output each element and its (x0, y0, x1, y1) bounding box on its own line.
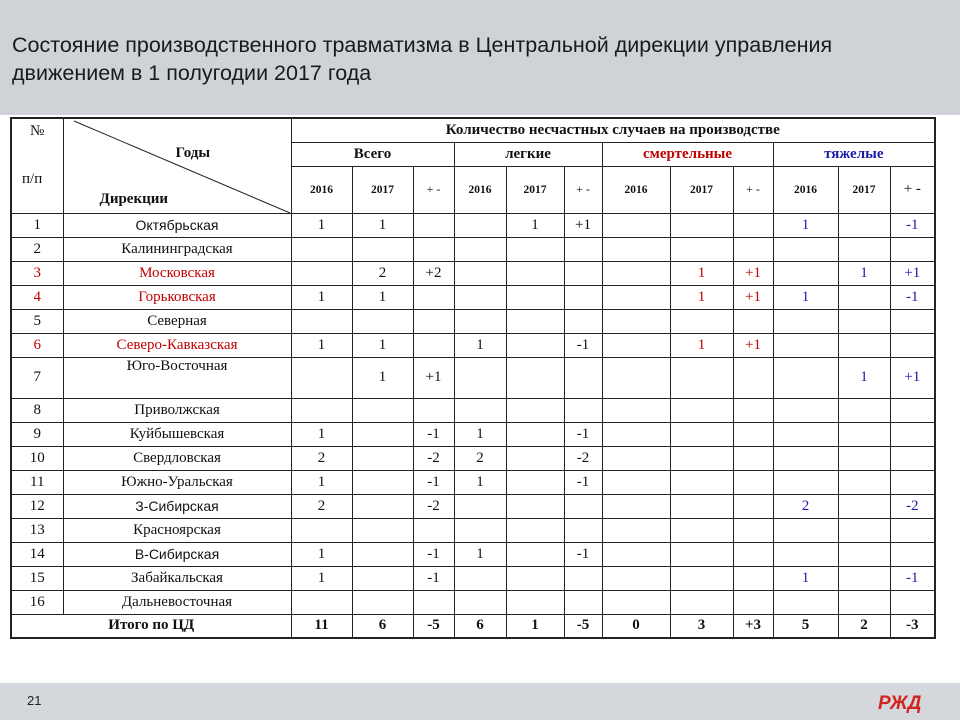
value-cell (733, 494, 773, 518)
total-value: 5 (773, 614, 838, 638)
value-cell: -2 (413, 494, 454, 518)
value-cell (506, 333, 564, 357)
value-cell: 1 (291, 470, 352, 494)
value-cell: +1 (413, 357, 454, 398)
value-cell (890, 446, 935, 470)
value-cell (890, 309, 935, 333)
row-number: 1 (11, 213, 63, 237)
direction-name: Юго-Восточная (63, 357, 291, 398)
page-number: 21 (27, 693, 42, 708)
total-row (11, 614, 935, 638)
value-cell (413, 237, 454, 261)
value-cell (454, 357, 506, 398)
value-cell (602, 590, 670, 614)
value-cell (733, 357, 773, 398)
value-cell (838, 309, 890, 333)
value-cell (602, 446, 670, 470)
value-cell (890, 590, 935, 614)
value-cell (413, 285, 454, 309)
group-severe: тяжелые (773, 142, 935, 166)
value-cell (773, 333, 838, 357)
total-value: -3 (890, 614, 935, 638)
value-cell: +1 (733, 261, 773, 285)
value-cell (733, 518, 773, 542)
value-cell (890, 333, 935, 357)
value-cell (413, 333, 454, 357)
num-sub-label: п/п (22, 171, 43, 187)
total-label: Итого по ЦД (11, 614, 291, 638)
value-cell: 2 (773, 494, 838, 518)
row-number: 16 (11, 590, 63, 614)
value-cell: 1 (670, 333, 733, 357)
value-cell (773, 542, 838, 566)
row-number: 4 (11, 285, 63, 309)
value-cell (773, 398, 838, 422)
direction-name: Горьковская (63, 285, 291, 309)
value-cell (454, 566, 506, 590)
value-cell (602, 542, 670, 566)
value-cell (454, 590, 506, 614)
corner-cell (63, 118, 291, 213)
value-cell (413, 518, 454, 542)
value-cell (670, 398, 733, 422)
value-cell (506, 590, 564, 614)
value-cell (670, 446, 733, 470)
value-cell (670, 213, 733, 237)
value-cell (773, 518, 838, 542)
value-cell: 1 (291, 213, 352, 237)
row-number: 7 (11, 357, 63, 398)
value-cell: +1 (890, 261, 935, 285)
value-cell: -1 (564, 333, 602, 357)
value-cell (291, 590, 352, 614)
logo-text: РЖД (878, 693, 922, 714)
value-cell (413, 398, 454, 422)
value-cell: -1 (890, 213, 935, 237)
value-cell (352, 398, 413, 422)
value-cell (506, 542, 564, 566)
sub-fatal-2016: 2016 (602, 166, 670, 213)
value-cell (773, 590, 838, 614)
total-value: 2 (838, 614, 890, 638)
direction-name: Северо-Кавказская (63, 333, 291, 357)
row-number: 14 (11, 542, 63, 566)
row-number: 13 (11, 518, 63, 542)
value-cell (602, 285, 670, 309)
value-cell (564, 261, 602, 285)
value-cell (506, 237, 564, 261)
value-cell: 1 (291, 422, 352, 446)
value-cell (506, 518, 564, 542)
value-cell: -2 (413, 446, 454, 470)
value-cell: 1 (352, 285, 413, 309)
sub-fatal-2017: 2017 (670, 166, 733, 213)
table-row (11, 357, 935, 398)
value-cell (602, 333, 670, 357)
value-cell: 1 (291, 333, 352, 357)
value-cell (602, 309, 670, 333)
sub-light-diff: + - (564, 166, 602, 213)
value-cell: 1 (838, 357, 890, 398)
rzd-logo (876, 687, 932, 717)
value-cell (506, 566, 564, 590)
value-cell (506, 398, 564, 422)
value-cell (454, 261, 506, 285)
value-cell: -1 (413, 470, 454, 494)
value-cell (602, 518, 670, 542)
direction-name: Южно-Уральская (63, 470, 291, 494)
sub-light-2017: 2017 (506, 166, 564, 213)
value-cell (291, 309, 352, 333)
value-cell: 1 (454, 470, 506, 494)
value-cell: +1 (890, 357, 935, 398)
sub-severe-2017: 2017 (838, 166, 890, 213)
direction-name: Забайкальская (63, 566, 291, 590)
sub-total-2017: 2017 (352, 166, 413, 213)
footer-band (0, 683, 960, 720)
direction-name: Калининградская (63, 237, 291, 261)
value-cell: 1 (773, 285, 838, 309)
value-cell (413, 213, 454, 237)
value-cell: 1 (454, 333, 506, 357)
value-cell (291, 357, 352, 398)
value-cell (413, 590, 454, 614)
value-cell (564, 518, 602, 542)
group-light: легкие (454, 142, 602, 166)
direction-name: Приволжская (63, 398, 291, 422)
table-row (11, 494, 935, 518)
value-cell (454, 213, 506, 237)
num-header-cell (11, 118, 63, 213)
value-cell (291, 261, 352, 285)
row-number: 9 (11, 422, 63, 446)
value-cell (773, 422, 838, 446)
total-value: 1 (506, 614, 564, 638)
value-cell (602, 261, 670, 285)
table-row (11, 566, 935, 590)
value-cell (838, 590, 890, 614)
value-cell (773, 446, 838, 470)
value-cell (506, 446, 564, 470)
total-value: -5 (413, 614, 454, 638)
value-cell (838, 422, 890, 446)
value-cell (352, 470, 413, 494)
value-cell (733, 309, 773, 333)
total-value: 0 (602, 614, 670, 638)
direction-name: Московская (63, 261, 291, 285)
table-row (11, 333, 935, 357)
value-cell (454, 309, 506, 333)
table-row (11, 285, 935, 309)
num-label: № (30, 123, 45, 139)
value-cell: 1 (454, 542, 506, 566)
value-cell (838, 333, 890, 357)
value-cell (838, 213, 890, 237)
main-header: Количество несчастных случаев на производстве (291, 118, 935, 142)
value-cell: -1 (413, 566, 454, 590)
total-value: 11 (291, 614, 352, 638)
value-cell (506, 422, 564, 446)
value-cell: -1 (890, 285, 935, 309)
injury-table (10, 117, 936, 639)
value-cell: 1 (352, 213, 413, 237)
sub-total-diff: + - (413, 166, 454, 213)
value-cell (838, 285, 890, 309)
value-cell: -2 (890, 494, 935, 518)
sub-severe-diff: + - (890, 166, 935, 213)
value-cell: -1 (413, 542, 454, 566)
total-value: 3 (670, 614, 733, 638)
value-cell: -1 (564, 542, 602, 566)
value-cell: 1 (291, 542, 352, 566)
value-cell: +1 (564, 213, 602, 237)
value-cell: 1 (454, 422, 506, 446)
value-cell (291, 398, 352, 422)
value-cell (838, 518, 890, 542)
group-total: Всего (291, 142, 454, 166)
value-cell (733, 213, 773, 237)
total-value: 6 (454, 614, 506, 638)
value-cell (564, 494, 602, 518)
value-cell (564, 398, 602, 422)
value-cell (291, 518, 352, 542)
value-cell (506, 285, 564, 309)
table-row (11, 237, 935, 261)
direction-name: Северная (63, 309, 291, 333)
value-cell (670, 470, 733, 494)
value-cell (506, 261, 564, 285)
value-cell (506, 470, 564, 494)
direction-name: З-Сибирская (63, 494, 291, 518)
row-number: 15 (11, 566, 63, 590)
value-cell (773, 470, 838, 494)
value-cell (564, 590, 602, 614)
value-cell (602, 494, 670, 518)
value-cell (773, 357, 838, 398)
value-cell (564, 285, 602, 309)
value-cell (352, 590, 413, 614)
slide-title: Состояние производственного травматизма в Центральной дирекции управления движением в 1 полугодии 2017 года (12, 33, 833, 85)
value-cell: 2 (454, 446, 506, 470)
value-cell (773, 261, 838, 285)
row-number: 12 (11, 494, 63, 518)
years-label: Годы (175, 145, 211, 161)
direction-name: Октябрьская (63, 213, 291, 237)
direction-name: Куйбышевская (63, 422, 291, 446)
table-row (11, 542, 935, 566)
value-cell (733, 237, 773, 261)
sub-fatal-diff: + - (733, 166, 773, 213)
value-cell (352, 518, 413, 542)
header-band (0, 0, 960, 115)
value-cell (838, 470, 890, 494)
value-cell (352, 446, 413, 470)
value-cell (291, 237, 352, 261)
value-cell (602, 566, 670, 590)
value-cell (602, 422, 670, 446)
row-number: 6 (11, 333, 63, 357)
row-number: 10 (11, 446, 63, 470)
value-cell (602, 398, 670, 422)
value-cell: 2 (291, 494, 352, 518)
value-cell (670, 494, 733, 518)
value-cell (733, 422, 773, 446)
diagonal-line (64, 119, 292, 213)
value-cell: +1 (733, 285, 773, 309)
table-row (11, 398, 935, 422)
value-cell: 1 (670, 285, 733, 309)
value-cell (670, 566, 733, 590)
value-cell (733, 398, 773, 422)
table-row (11, 213, 935, 237)
value-cell (733, 542, 773, 566)
table-row (11, 470, 935, 494)
table-row (11, 590, 935, 614)
value-cell (890, 470, 935, 494)
value-cell: 1 (506, 213, 564, 237)
value-cell (670, 518, 733, 542)
value-cell (602, 237, 670, 261)
row-number: 8 (11, 398, 63, 422)
value-cell: 1 (773, 213, 838, 237)
row-number: 5 (11, 309, 63, 333)
table-row (11, 446, 935, 470)
value-cell: -1 (890, 566, 935, 590)
direction-name: Свердловская (63, 446, 291, 470)
value-cell (454, 494, 506, 518)
value-cell (670, 422, 733, 446)
value-cell (733, 566, 773, 590)
value-cell (602, 213, 670, 237)
value-cell (838, 542, 890, 566)
group-fatal: смертельные (602, 142, 773, 166)
value-cell (890, 398, 935, 422)
value-cell (670, 309, 733, 333)
value-cell (352, 237, 413, 261)
value-cell (506, 309, 564, 333)
table-row (11, 309, 935, 333)
value-cell (602, 357, 670, 398)
value-cell (602, 470, 670, 494)
value-cell: 1 (773, 566, 838, 590)
value-cell (564, 357, 602, 398)
value-cell (838, 494, 890, 518)
value-cell (352, 566, 413, 590)
value-cell (838, 237, 890, 261)
value-cell (670, 590, 733, 614)
direction-name: В-Сибирская (63, 542, 291, 566)
row-number: 2 (11, 237, 63, 261)
value-cell: 1 (352, 357, 413, 398)
value-cell: +2 (413, 261, 454, 285)
value-cell (890, 422, 935, 446)
value-cell (670, 237, 733, 261)
sub-light-2016: 2016 (454, 166, 506, 213)
value-cell (733, 590, 773, 614)
value-cell (352, 422, 413, 446)
sub-total-2016: 2016 (291, 166, 352, 213)
table-row (11, 261, 935, 285)
value-cell: -1 (564, 470, 602, 494)
total-value: -5 (564, 614, 602, 638)
value-cell (564, 566, 602, 590)
table-row (11, 422, 935, 446)
value-cell (454, 285, 506, 309)
value-cell (454, 237, 506, 261)
value-cell (838, 446, 890, 470)
value-cell: -1 (413, 422, 454, 446)
value-cell (506, 494, 564, 518)
total-value: +3 (733, 614, 773, 638)
value-cell (838, 566, 890, 590)
value-cell: 1 (291, 566, 352, 590)
value-cell (890, 542, 935, 566)
sub-severe-2016: 2016 (773, 166, 838, 213)
value-cell (670, 542, 733, 566)
value-cell (506, 357, 564, 398)
value-cell (352, 494, 413, 518)
value-cell (773, 237, 838, 261)
value-cell (413, 309, 454, 333)
value-cell (890, 518, 935, 542)
value-cell (890, 237, 935, 261)
value-cell (670, 357, 733, 398)
value-cell: 1 (352, 333, 413, 357)
table-row (11, 518, 935, 542)
value-cell (733, 446, 773, 470)
row-number: 3 (11, 261, 63, 285)
directions-label: Дирекции (99, 191, 169, 207)
row-number: 11 (11, 470, 63, 494)
direction-name: Красноярская (63, 518, 291, 542)
value-cell: 2 (291, 446, 352, 470)
value-cell: 1 (838, 261, 890, 285)
value-cell (564, 309, 602, 333)
value-cell (564, 237, 602, 261)
value-cell: 1 (291, 285, 352, 309)
value-cell (733, 470, 773, 494)
value-cell (454, 398, 506, 422)
value-cell: +1 (733, 333, 773, 357)
value-cell (773, 309, 838, 333)
value-cell: -2 (564, 446, 602, 470)
value-cell: -1 (564, 422, 602, 446)
value-cell (838, 398, 890, 422)
header-row-1 (11, 118, 935, 142)
value-cell (352, 542, 413, 566)
value-cell (454, 518, 506, 542)
value-cell: 2 (352, 261, 413, 285)
value-cell (352, 309, 413, 333)
direction-name: Дальневосточная (63, 590, 291, 614)
total-value: 6 (352, 614, 413, 638)
value-cell: 1 (670, 261, 733, 285)
